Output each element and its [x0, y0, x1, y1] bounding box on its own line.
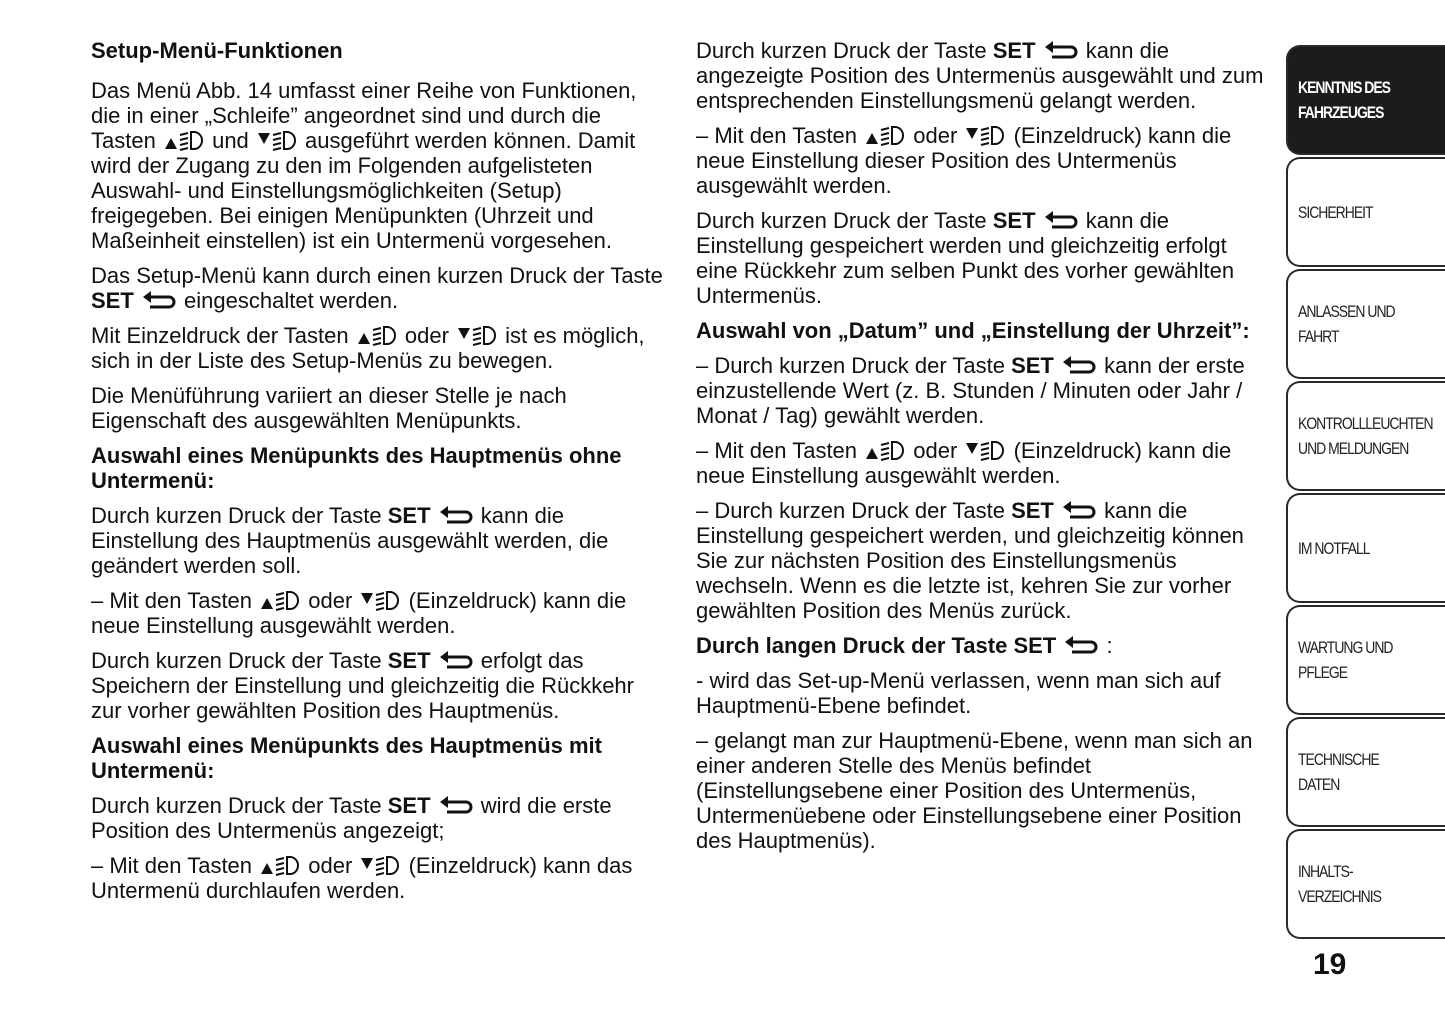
set-key-label: SET	[387, 503, 431, 528]
set-key-label: SET	[1011, 353, 1054, 378]
set-key-label: SET	[1011, 498, 1054, 523]
paragraph: Die Menüführung variiert an dieser Stelle je nach Eigenschaft des ausgewählten Menüpunkts.	[91, 383, 567, 433]
set-key-label: SET	[387, 793, 431, 818]
paragraph: Durch kurzen Druck der Taste SET kann die Einstellung gespeichert werden und gleichzeitig erfolgt eine Rückkehr zum selben Punkt des vorher gewählten Untermenüs.	[696, 208, 1235, 308]
tab-wartung-und-pflege[interactable]: WARTUNG UND PFLEGE	[1286, 605, 1445, 715]
tab-anlassen-und-fahrt[interactable]: ANLASSEN UND FAHRT	[1286, 269, 1445, 379]
paragraph: Das Menü Abb. 14 umfasst einer Reihe von Funktionen, die in einer „Schleife” angeordnet sind und durch die Tasten und ausgeführt werden können. Damit wird der Zugang zu den im Folgenden aufgelisteten Auswahl- und Einstellungsmöglichkeiten (Setup) freigegeben. Bei einigen Menüpunkten (Uhrzeit und Maßeinheit einstellen) ist ein Untermenü vorgesehen.	[91, 78, 637, 253]
set-return-arrow-icon	[142, 291, 176, 311]
set-return-arrow-icon	[439, 796, 473, 816]
up-arrow-light-icon	[865, 124, 905, 146]
up-arrow-light-icon	[260, 589, 300, 611]
paragraph: - wird das Set-up-Menü verlassen, wenn man sich auf Hauptmenü-Ebene befindet.	[696, 668, 1221, 718]
tab-inhaltsverzeichnis[interactable]: INHALTS- VERZEICHNIS	[1286, 829, 1445, 939]
section-heading: Auswahl von „Datum” und „Einstellung der Uhrzeit”:	[696, 318, 1250, 343]
section-heading: Auswahl eines Menüpunkts des Hauptmenüs mit Untermenü:	[91, 733, 602, 783]
paragraph: – gelangt man zur Hauptmenü-Ebene, wenn man sich an einer anderen Stelle des Menüs befindet (Einstellungsebene einer Position des Untermenüs, Untermenüebene oder Einstellungsebene einer Position des Hauptmenüs).	[696, 728, 1253, 853]
right-column	[696, 38, 1271, 863]
paragraph: – Mit den Tasten oder (Einzeldruck) kann die neue Einstellung dieser Position des Untermenüs ausgewählt werden.	[696, 123, 1232, 198]
up-arrow-light-icon	[260, 854, 300, 876]
set-return-arrow-icon	[1062, 501, 1096, 521]
left-column	[91, 38, 666, 913]
paragraph: Mit Einzeldruck der Tasten oder ist es möglich, sich in der Liste des Setup-Menüs zu bewegen.	[91, 323, 645, 373]
down-arrow-light-icon	[965, 124, 1005, 146]
set-return-arrow-icon	[439, 651, 473, 671]
set-key-label: SET	[992, 38, 1036, 63]
paragraph: – Mit den Tasten oder (Einzeldruck) kann die neue Einstellung ausgewählt werden.	[696, 438, 1232, 488]
set-return-arrow-icon	[439, 506, 473, 526]
set-return-arrow-icon	[1062, 356, 1096, 376]
tab-sicherheit[interactable]: SICHERHEIT	[1286, 157, 1445, 267]
paragraph: Durch kurzen Druck der Taste SET erfolgt das Speichern der Einstellung und gleichzeitig die Rückkehr zur vorher gewählten Position des Hauptmenüs.	[91, 648, 634, 723]
paragraph: Das Setup-Menü kann durch einen kurzen Druck der Taste SET eingeschaltet werden.	[91, 263, 663, 313]
paragraph: Durch kurzen Druck der Taste SET kann die Einstellung des Hauptmenüs ausgewählt werden, die geändert werden soll.	[91, 503, 609, 578]
up-arrow-light-icon	[865, 439, 905, 461]
paragraph: – Durch kurzen Druck der Taste SET kann der erste einzustellende Wert (z. B. Stunden / Minuten oder Jahr / Monat / Tag) gewählt werden.	[696, 353, 1245, 428]
paragraph: Durch kurzen Druck der Taste SET wird die erste Position des Untermenüs angezeigt;	[91, 793, 612, 843]
set-key-label: SET	[992, 208, 1036, 233]
set-key-label: SET	[387, 648, 431, 673]
up-arrow-light-icon	[164, 129, 204, 151]
down-arrow-light-icon	[360, 589, 400, 611]
down-arrow-light-icon	[965, 439, 1005, 461]
section-heading: Setup-Menü-Funktionen	[91, 38, 343, 63]
tab-kenntnis-des-fahrzeuges[interactable]: KENNTNIS DES FAHRZEUGES	[1286, 45, 1445, 155]
paragraph: – Mit den Tasten oder (Einzeldruck) kann die neue Einstellung ausgewählt werden.	[91, 588, 627, 638]
section-heading: Durch langen Druck der Taste SET :	[696, 633, 1113, 658]
tab-kontrollleuchten[interactable]: KONTROLLLEUCHTEN UND MELDUNGEN	[1286, 381, 1445, 491]
chapter-tabs	[1286, 45, 1445, 941]
tab-im-notfall[interactable]: IM NOTFALL	[1286, 493, 1445, 603]
section-heading: Auswahl eines Menüpunkts des Hauptmenüs ohne Untermenü:	[91, 443, 622, 493]
tab-technische-daten[interactable]: TECHNISCHE DATEN	[1286, 717, 1445, 827]
set-return-arrow-icon	[1044, 211, 1078, 231]
down-arrow-light-icon	[457, 324, 497, 346]
set-key-label: SET	[91, 288, 134, 313]
down-arrow-light-icon	[257, 129, 297, 151]
up-arrow-light-icon	[357, 324, 397, 346]
down-arrow-light-icon	[360, 854, 400, 876]
paragraph: – Durch kurzen Druck der Taste SET kann die Einstellung gespeichert werden, und gleichzeitig können Sie zur nächsten Position des Einstellungsmenüs wechseln. Wenn es die letzte ist, kehren Sie zur vorher gewählten Position des Menüs zurück.	[696, 498, 1244, 623]
paragraph: – Mit den Tasten oder (Einzeldruck) kann das Untermenü durchlaufen werden.	[91, 853, 633, 903]
page-number: 19	[1313, 948, 1347, 981]
paragraph: Durch kurzen Druck der Taste SET kann die angezeigte Position des Untermenüs ausgewählt und zum entsprechenden Einstellungsmenü gelangt werden.	[696, 38, 1264, 113]
set-return-arrow-icon	[1064, 636, 1098, 656]
set-return-arrow-icon	[1044, 41, 1078, 61]
